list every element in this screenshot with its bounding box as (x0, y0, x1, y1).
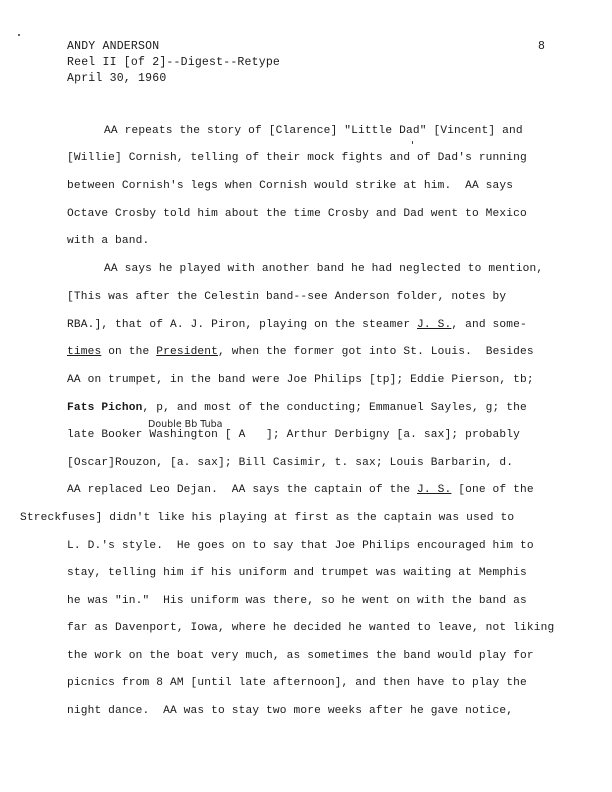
underlined-title: J. S. (417, 484, 452, 496)
text-segment: far as Davenport, Iowa, where he decided he wanted to leave, not liking (67, 622, 555, 634)
text-segment: with a band. (67, 235, 150, 247)
page-speck (412, 141, 413, 144)
underlined-title: times (67, 346, 102, 358)
transcript-line (20, 512, 514, 524)
page-number: 8 (538, 40, 545, 53)
transcript-line (67, 650, 534, 662)
transcript-line (67, 208, 527, 220)
transcript-line (67, 677, 527, 689)
reel-info: Reel II [of 2]--Digest--Retype (67, 56, 281, 69)
interviewee-name: ANDY ANDERSON (67, 40, 160, 53)
transcript-line (67, 374, 534, 386)
transcript-line (67, 457, 513, 469)
text-segment: L. D.'s style. He goes on to say that Joe Philips encouraged him to (67, 540, 534, 552)
transcript-line (67, 484, 534, 496)
underlined-title: President (156, 346, 219, 358)
text-segment: , p, and most of the conducting; Emmanuel Sayles, g; the (142, 402, 527, 414)
text-segment: AA replaced Leo Dejan. AA says the captain of the (67, 484, 418, 496)
text-segment: [one of the (451, 484, 534, 496)
interview-date: April 30, 1960 (67, 72, 167, 85)
transcript-line (67, 346, 534, 358)
transcript-line (104, 125, 523, 137)
transcript-line (67, 429, 520, 441)
transcript-line (67, 402, 527, 414)
transcript-line (67, 595, 527, 607)
text-segment: [Oscar]Rouzon, [a. sax]; Bill Casimir, t. sax; Louis Barbarin, d. (67, 457, 514, 469)
transcript-line (67, 291, 506, 303)
transcript-line (67, 540, 534, 552)
transcript-line (67, 235, 149, 247)
text-segment: Fats Pichon (67, 402, 143, 414)
text-segment: he was "in." His uniform was there, so he went on with the band as (67, 595, 527, 607)
transcript-line (67, 152, 527, 164)
transcript-line (67, 180, 513, 192)
page-speck (18, 34, 20, 36)
text-segment: on the (101, 346, 157, 358)
transcript-line (67, 567, 527, 579)
text-segment: between Cornish's legs when Cornish would strike at him. AA says (67, 180, 514, 192)
transcript-line (67, 319, 527, 331)
text-segment: night dance. AA was to stay two more weeks after he gave notice, (67, 705, 514, 717)
transcript-line (104, 263, 543, 275)
text-segment: Octave Crosby told him about the time Crosby and Dad went to Mexico (67, 208, 527, 220)
transcript-line (67, 622, 554, 634)
underlined-title: J. S. (417, 319, 452, 331)
text-segment: , when the former got into St. Louis. Besides (218, 346, 534, 358)
text-segment: [This was after the Celestin band--see Anderson folder, notes by (67, 291, 507, 303)
text-segment: picnics from 8 AM [until late afternoon], and then have to play the (67, 677, 527, 689)
text-segment: AA says he played with another band he had neglected to mention, (104, 263, 544, 275)
transcript-line (67, 705, 513, 717)
text-segment: RBA.], that of A. J. Piron, playing on the steamer (67, 319, 418, 331)
text-segment: stay, telling him if his uniform and trumpet was waiting at Memphis (67, 567, 527, 579)
handwritten-insert: Double Bb Tuba (148, 419, 223, 430)
text-segment: late Booker Washington [ A ]; Arthur Derbigny [a. sax]; probably (67, 429, 520, 441)
text-segment: , and some- (451, 319, 527, 331)
text-segment: AA repeats the story of [Clarence] "Little Dad" [Vincent] and (104, 125, 523, 137)
text-segment: the work on the boat very much, as sometimes the band would play for (67, 650, 534, 662)
text-segment: Streckfuses] didn't like his playing at first as the captain was used to (20, 512, 515, 524)
text-segment: [Willie] Cornish, telling of their mock fights and of Dad's running (67, 152, 527, 164)
text-segment: AA on trumpet, in the band were Joe Philips [tp]; Eddie Pierson, tb; (67, 374, 534, 386)
